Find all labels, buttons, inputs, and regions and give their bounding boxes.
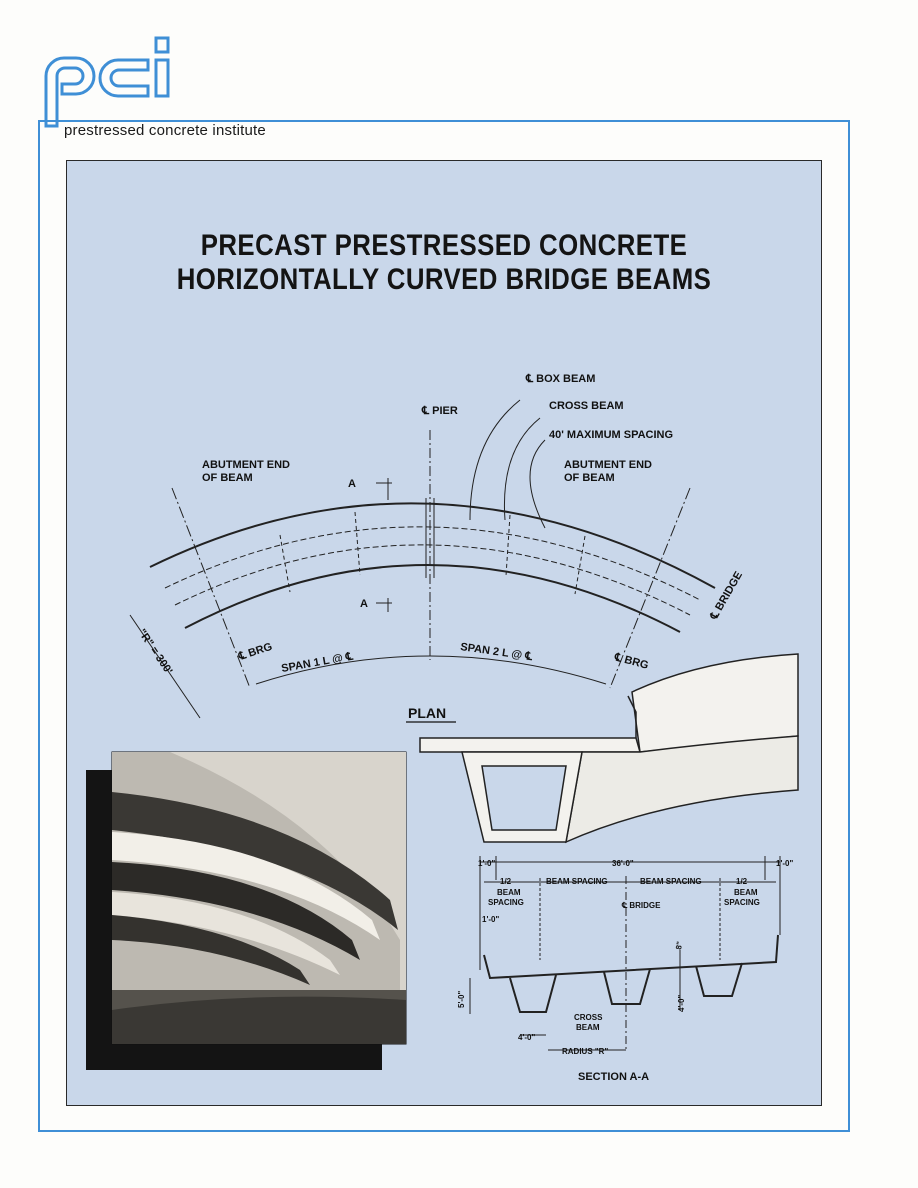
label-overall-width: 36'-0" <box>612 859 634 868</box>
label-brg-right: ℄ BRG <box>613 651 650 672</box>
plan-caption: PLAN <box>408 705 447 721</box>
bridge-photo <box>86 752 406 1070</box>
box-line-1 <box>165 527 700 600</box>
label-section-mark-bottom: A <box>360 598 368 610</box>
label-section-mark-top: A <box>348 478 356 490</box>
label-span-1: SPAN 1 L @ ℄ <box>280 650 354 675</box>
label-max-spacing: 40' MAXIMUM SPACING <box>549 429 674 441</box>
label-beam-depth-right: 4'-0" <box>677 994 686 1012</box>
inner-curve <box>185 565 680 632</box>
plan-view <box>130 400 715 718</box>
label-abutment-right-1: ABUTMENT END <box>564 459 652 471</box>
label-span-2: SPAN 2 L @ ℄ <box>459 641 533 664</box>
label-abutment-right-2: OF BEAM <box>564 472 615 484</box>
label-overhang-right: 1'-0" <box>776 859 794 868</box>
label-beam-spacing-1: BEAM SPACING <box>546 877 608 886</box>
title-line-1: PRECAST PRESTRESSED CONCRETE <box>200 229 688 262</box>
label-half-right-3: SPACING <box>724 898 760 907</box>
label-abutment-left-1: ABUTMENT END <box>202 459 290 471</box>
box-line-2 <box>175 545 690 615</box>
label-cross-beam-1: CROSS <box>574 1013 603 1022</box>
label-section-bridge-cl: ℄ BRIDGE <box>622 901 661 910</box>
label-beam-spacing-2: BEAM SPACING <box>640 877 702 886</box>
label-cross-beam: CROSS BEAM <box>549 400 624 412</box>
section-caption: SECTION A-A <box>578 1071 650 1083</box>
label-beam-bottom-width: 4'-0" <box>518 1033 536 1042</box>
label-radius-r: RADIUS "R" <box>562 1047 609 1056</box>
logo-subtitle: prestressed concrete institute <box>64 122 266 139</box>
outer-curve <box>150 503 715 588</box>
label-parapet-height: 1'-0" <box>482 915 500 924</box>
abutment-left-line <box>172 488 250 688</box>
label-beam-depth-left: 5'-0" <box>457 990 466 1008</box>
label-pier: ℄ PIER <box>422 405 458 417</box>
label-cross-beam-2: BEAM <box>576 1023 600 1032</box>
label-bridge-cl: ℄ BRIDGE <box>708 569 746 622</box>
label-half-left-3: SPACING <box>488 898 524 907</box>
label-brg-left: ℄ BRG <box>237 640 274 663</box>
section-view <box>470 856 780 1050</box>
label-half-left-1: 1/2 <box>500 877 512 886</box>
label-radius: "R" = 300' <box>135 626 175 677</box>
label-slope-note: 8" <box>674 940 685 951</box>
label-half-right-1: 1/2 <box>736 877 748 886</box>
label-half-right-2: BEAM <box>734 888 758 897</box>
label-abutment-left-2: OF BEAM <box>202 472 253 484</box>
label-box-beam: ℄ BOX BEAM <box>526 373 596 385</box>
label-overhang-left: 1'-0" <box>478 859 496 868</box>
beam-sketch <box>420 654 798 842</box>
label-half-left-2: BEAM <box>497 888 521 897</box>
title-line-2: HORIZONTALLY CURVED BRIDGE BEAMS <box>176 263 712 296</box>
